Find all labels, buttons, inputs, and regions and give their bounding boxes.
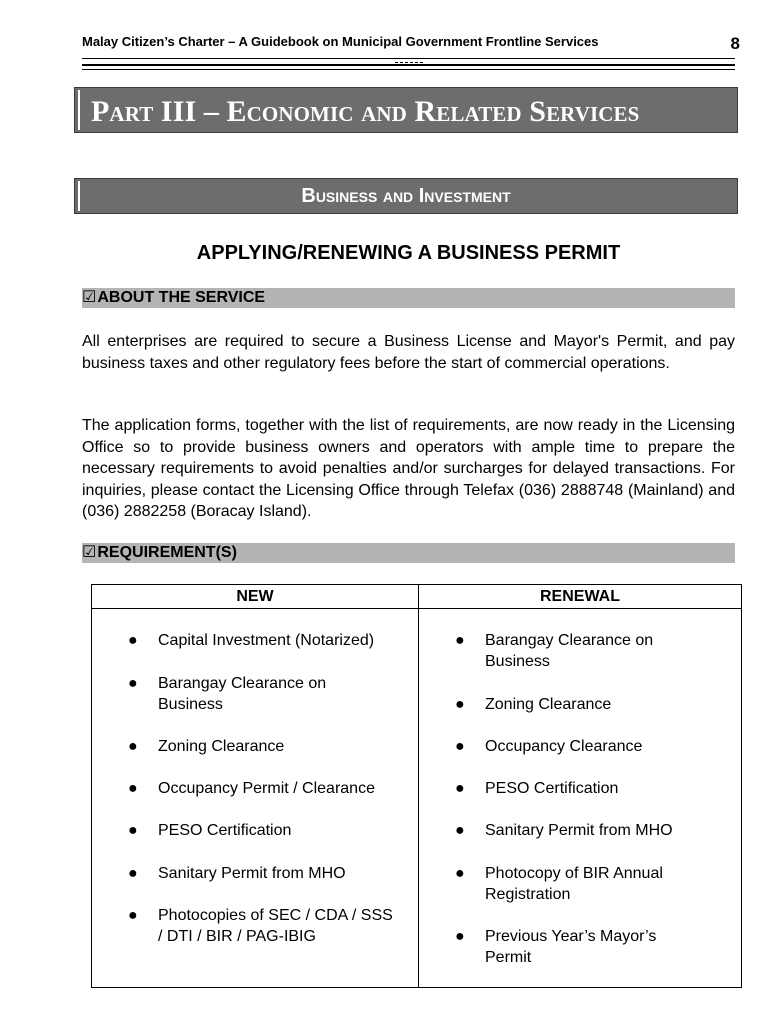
bullet-icon: ●: [128, 907, 138, 924]
part-title: Part III – Economic and Related Services: [91, 95, 640, 128]
about-paragraph-1: All enterprises are required to secure a Business License and Mayor's Permit, and pay business taxes and other regulatory fees before the start of commercial operations.: [82, 333, 735, 372]
section-banner: [74, 178, 738, 214]
header-rule-bottom: [82, 69, 735, 70]
header-rule-mark: [395, 62, 423, 63]
bullet-icon: ●: [128, 865, 138, 882]
bullet-icon: ●: [455, 865, 465, 882]
header-rule-middle: [82, 64, 735, 66]
part-banner: [74, 87, 738, 133]
header-rule-top: [82, 58, 735, 59]
requirements-heading: REQUIREMENT(S): [97, 544, 237, 561]
bullet-icon: ●: [455, 928, 465, 945]
new-column-header: NEW: [92, 585, 418, 609]
new-column: NEW ● Capital Investment (Notarized) ● Barangay Clearance on Business ● Zoning Clearance ● Occupancy Permit / Clearance ● PESO Certification ● Sanitary Permit from MHO ● Photocopies of SEC / CDA / SSS / DTI / BIR / PAG-IBIG: [92, 585, 419, 987]
section-title: Business and Investment: [301, 185, 511, 207]
checkbox-icon: ☑: [82, 544, 97, 561]
bullet-icon: ●: [455, 696, 465, 713]
requirements-heading-bar: [82, 543, 735, 563]
bullet-icon: ●: [455, 738, 465, 755]
service-title: APPLYING/RENEWING A BUSINESS PERMIT: [196, 242, 621, 264]
about-paragraph-2: The application forms, together with the list of requirements, are now ready in the Licensing Office so to provide business owners and operators with ample time to prepare the necessary requirements to avoid penalties and/or surcharges for delayed transactions. For inquiries, please contact the Licensing Office through Telefax (036) 2888748 (Mainland) and (036) 2882258 (Boracay Island).: [82, 417, 735, 520]
bullet-icon: ●: [128, 632, 138, 649]
about-heading-bar: [82, 288, 735, 308]
checkbox-icon: ☑: [82, 289, 97, 306]
bullet-icon: ●: [128, 780, 138, 797]
bullet-icon: ●: [128, 675, 138, 692]
running-header-title: Malay Citizen’s Charter – A Guidebook on Municipal Government Frontline Services: [82, 34, 599, 49]
bullet-icon: ●: [455, 780, 465, 797]
renewal-column: RENEWAL ● Barangay Clearance on Business ● Zoning Clearance ● Occupancy Clearance ● PESO Certification ● Sanitary Permit from MHO ● Photocopy of BIR Annual Registration ● Previous Year’s Mayor’s Permit: [419, 585, 741, 987]
bullet-icon: ●: [128, 738, 138, 755]
requirements-table: [91, 584, 742, 988]
about-heading: ABOUT THE SERVICE: [97, 289, 266, 306]
bullet-icon: ●: [455, 822, 465, 839]
page-number: 8: [730, 34, 740, 53]
bullet-icon: ●: [128, 822, 138, 839]
bullet-icon: ●: [455, 632, 465, 649]
renewal-column-header: RENEWAL: [419, 585, 741, 609]
